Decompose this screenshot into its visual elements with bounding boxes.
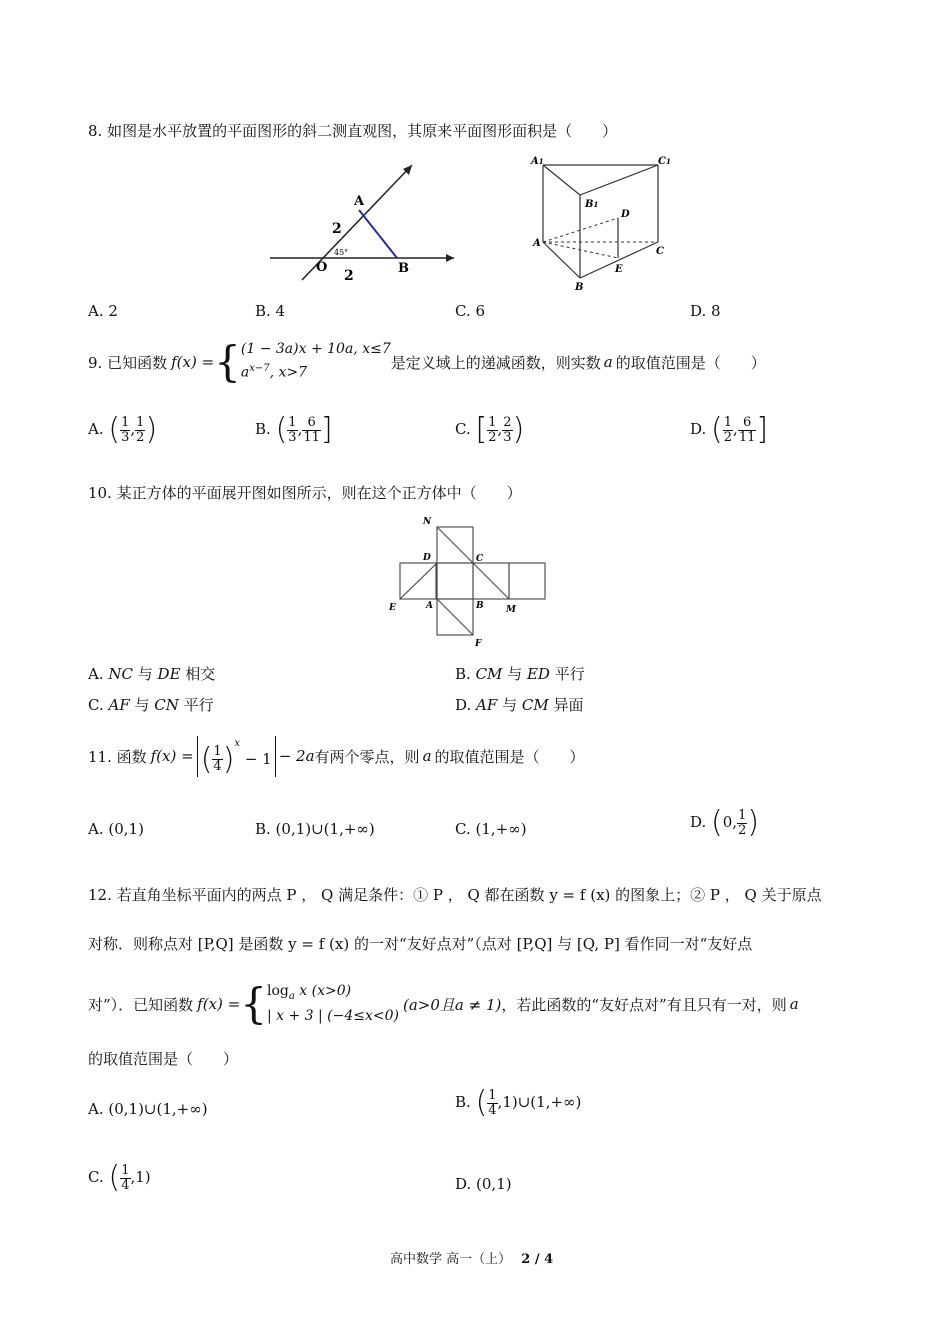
- svg-text:B: B: [575, 282, 584, 293]
- svg-text:E: E: [615, 264, 623, 275]
- q8-figure-prism: [525, 150, 675, 295]
- q12-line4: 的取值范围是（ ）: [88, 1050, 239, 1068]
- q8-option-d[interactable]: D. 8: [690, 302, 721, 320]
- svg-text:E: E: [389, 603, 396, 613]
- svg-text:M: M: [506, 605, 516, 615]
- q9-option-d[interactable]: D. ( $\frac{1}{2}$ , $\frac{6}{11}$ ]: [690, 412, 769, 447]
- q8-label-O: O: [316, 260, 328, 275]
- svg-text:A: A: [426, 601, 433, 611]
- q10-figure-net: [385, 512, 555, 652]
- q8-option-c[interactable]: C. 6: [455, 302, 486, 320]
- svg-text:A: A: [533, 238, 541, 249]
- q10-stem: 10. 某正方体的平面展开图如图所示，则在这个正方体中（ ）: [88, 484, 522, 502]
- svg-text:C1: C1: [658, 156, 671, 167]
- svg-text:B: B: [476, 601, 484, 611]
- footer-subject: 高中数学 高一（上）: [390, 1252, 512, 1267]
- q12-line1: 12. 若直角坐标平面内的两点 P ， Q 满足条件：① P ， Q 都在函数 y = f (x) 的图象上；② P ， Q 关于原点: [88, 886, 822, 904]
- q10-option-b[interactable]: B. CM 与 ED 平行: [455, 665, 585, 683]
- q9-option-b[interactable]: B. ( $\frac{1}{3}$ , $\frac{6}{11}$ ]: [255, 412, 333, 447]
- q11-option-d[interactable]: D. (0, $\frac{1}{2}$ ): [690, 805, 760, 840]
- page-footer: [390, 1248, 553, 1267]
- q10-option-c[interactable]: C. AF 与 CN 平行: [88, 696, 214, 714]
- q11-option-c[interactable]: C. (1,+∞): [455, 820, 527, 838]
- q8-stem: 8. 如图是水平放置的平面图形的斜二测直观图，其原来平面图形面积是（ ）: [88, 122, 618, 140]
- q12-option-b[interactable]: B. ( $\frac{1}{4}$ ,1)∪(1,+∞): [455, 1085, 582, 1120]
- svg-text:B1: B1: [585, 199, 599, 210]
- svg-text:D: D: [621, 209, 630, 220]
- q8-label-45: 45°: [334, 248, 349, 257]
- q12-option-c[interactable]: C. ( $\frac{1}{4}$ ,1): [88, 1160, 151, 1195]
- q8-label-2b: 2: [344, 268, 354, 284]
- footer-page-number: 2 / 4: [521, 1252, 554, 1267]
- q8-label-2a: 2: [332, 221, 342, 237]
- q11-option-b[interactable]: B. (0,1)∪(1,+∞): [255, 820, 375, 838]
- svg-text:F: F: [475, 639, 482, 649]
- q11-stem: 11. 函数 f(x) = ( $\frac{1}{4}$ )$^x$ − 1 − 2a 有两个零点，则 a 的取值范围是（ ）: [88, 737, 585, 777]
- q8-figure-oblique: [262, 155, 462, 290]
- q10-option-a[interactable]: A. NC 与 DE 相交: [88, 665, 216, 683]
- q12-line2: 对称．则称点对 [P,Q] 是函数 y = f (x) 的一对“友好点对”（点对 [P,Q] 与 [Q, P] 看作同一对“友好点: [88, 935, 753, 953]
- q9-stem: 9. 已知函数 f(x) = { (1 − 3a)x + 10a, x≤7 $a^{x-7}$, x>7 是定义域上的递减函数，则实数 a 的取值范围是（ ）: [88, 337, 766, 386]
- q12-option-a[interactable]: A. (0,1)∪(1,+∞): [88, 1100, 208, 1118]
- svg-text:D: D: [423, 553, 431, 563]
- svg-text:C: C: [656, 246, 664, 257]
- q12-option-d[interactable]: D. (0,1): [455, 1175, 512, 1193]
- svg-text:C: C: [476, 554, 484, 564]
- q8-label-A: A: [354, 194, 365, 209]
- svg-text:N: N: [423, 517, 432, 527]
- q9-option-c[interactable]: C. [ $\frac{1}{2}$ , $\frac{2}{3}$ ): [455, 412, 525, 447]
- q8-label-B: B: [398, 261, 409, 276]
- q8-option-b[interactable]: B. 4: [255, 302, 286, 320]
- q12-line3: 对”）．已知函数 f(x) = { $\log_a x$ (x>0) | x + 3 | (−4≤x<0) (a>0且a ≠ 1) ，若此函数的“友好点对”有且只有一对，则 a: [88, 979, 799, 1028]
- q10-option-d[interactable]: D. AF 与 CM 异面: [455, 696, 584, 714]
- q9-option-a[interactable]: A. ( $\frac{1}{3}$ , $\frac{1}{2}$ ): [88, 412, 158, 447]
- q11-option-a[interactable]: A. (0,1): [88, 820, 144, 838]
- svg-text:A1: A1: [531, 156, 544, 167]
- q8-option-a[interactable]: A. 2: [88, 302, 118, 320]
